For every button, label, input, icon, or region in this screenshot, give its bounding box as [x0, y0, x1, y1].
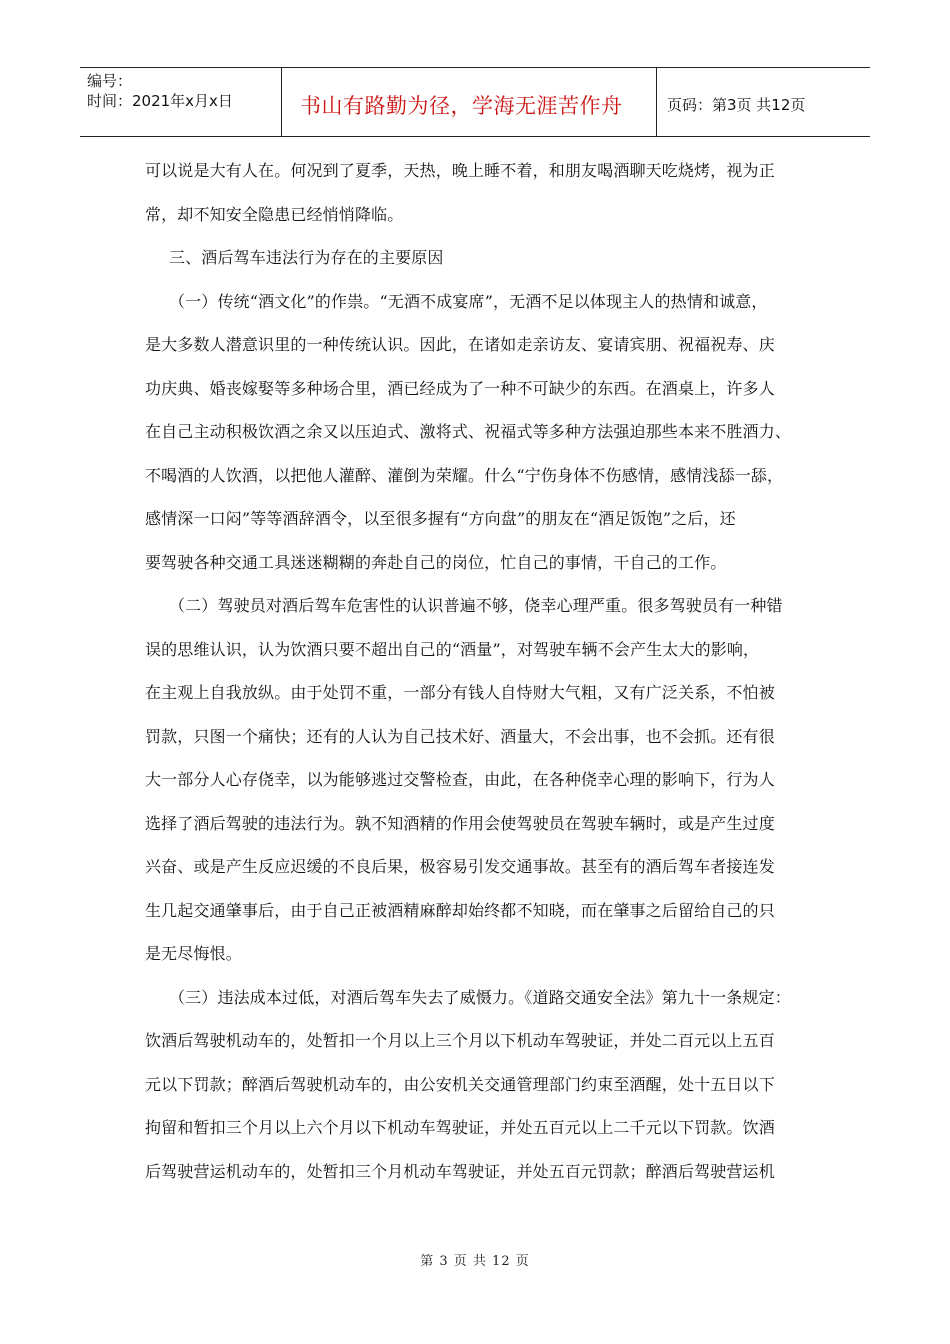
body-text-line: 罚款，只图一个痛快；还有的人认为自己技术好、酒量大，不会出事，也不会抓。还有很 — [145, 726, 775, 746]
body-text-line: （三）违法成本过低，对酒后驾车失去了威慑力。《道路交通安全法》第九十一条规定： — [169, 987, 791, 1007]
body-text-line: 功庆典、婚丧嫁娶等多种场合里，酒已经成为了一种不可缺少的东西。在酒桌上，许多人 — [145, 378, 775, 398]
document-date: 时间：2021年x月x日 — [87, 92, 233, 110]
body-text-line: 饮酒后驾驶机动车的，处暂扣一个月以上三个月以下机动车驾驶证，并处二百元以上五百 — [145, 1031, 775, 1050]
body-text-line: 要驾驶各种交通工具迷迷糊糊的奔赴自己的岗位，忙自己的事情，干自己的工作。 — [145, 552, 727, 572]
body-text-line: 拘留和暂扣三个月以上六个月以下机动车驾驶证，并处五百元以上二千元以下罚款。饮酒 — [145, 1118, 775, 1137]
header-page-info: 页码：第3页 共12页 — [667, 95, 806, 114]
header-motto: 书山有路勤为径，学海无涯苦作舟 — [282, 68, 657, 136]
body-text-line: 可以说是大有人在。何况到了夏季，天热，晚上睡不着，和朋友喝酒聊天吃烧烤，视为正 — [145, 161, 775, 180]
body-text-line: 在主观上自我放纵。由于处罚不重，一部分有钱人自恃财大气粗，又有广泛关系，不怕被 — [145, 683, 775, 702]
document-number-label: 编号： — [87, 72, 133, 90]
body-text-line: 在自己主动积极饮酒之余又以压迫式、激将式、祝福式等多种方法强迫那些本来不胜酒力、 — [145, 422, 792, 441]
body-text-line: （二）驾驶员对酒后驾车危害性的认识普遍不够，侥幸心理严重。很多驾驶员有一种错 — [169, 596, 783, 615]
page-footer: 第 3 页 共 12 页 — [420, 1254, 530, 1269]
page-header — [80, 67, 870, 137]
body-text-line: （一）传统“酒文化”的作祟。“无酒不成宴席”，无酒不足以体现主人的热情和诚意， — [169, 291, 768, 311]
body-text-line: 误的思维认识，认为饮酒只要不超出自己的“酒量”，对驾驶车辆不会产生太大的影响， — [145, 639, 760, 659]
body-text-line: 常，却不知安全隐患已经悄悄降临。 — [145, 204, 404, 224]
body-text-line: 不喝酒的人饮酒，以把他人灌醉、灌倒为荣耀。什么“宁伤身体不伤感情，感情浅舔一舔， — [145, 465, 784, 485]
body-text-line: 是无尽悔恨。 — [145, 944, 242, 963]
document-body — [145, 152, 810, 1196]
body-text-line: 选择了酒后驾驶的违法行为。孰不知酒精的作用会使驾驶员在驾驶车辆时，或是产生过度 — [145, 813, 775, 833]
body-text-line: 是大多数人潜意识里的一种传统认识。因此，在诸如走亲访友、宴请宾朋、祝福祝寿、庆 — [145, 335, 775, 354]
body-text-line: 感情深一口闷”等等酒辞酒令，以至很多握有“方向盘”的朋友在“酒足饭饱”之后，还 — [145, 509, 736, 528]
body-text-line: 三、酒后驾车违法行为存在的主要原因 — [169, 248, 444, 267]
body-text-line: 大一部分人心存侥幸，以为能够逃过交警检查，由此，在各种侥幸心理的影响下，行为人 — [145, 770, 775, 789]
body-text-line: 兴奋、或是产生反应迟缓的不良后果，极容易引发交通事故。甚至有的酒后驾车者接连发 — [145, 857, 775, 876]
header-meta — [80, 68, 282, 136]
body-text-line: 元以下罚款；醉酒后驾驶机动车的，由公安机关交通管理部门约束至酒醒，处十五日以下 — [145, 1074, 775, 1094]
body-text-line: 生几起交通肇事后，由于自己正被酒精麻醉却始终都不知晓，而在肇事之后留给自己的只 — [145, 900, 775, 920]
body-text-line: 后驾驶营运机动车的，处暂扣三个月机动车驾驶证，并处五百元罚款；醉酒后驾驶营运机 — [145, 1161, 775, 1181]
